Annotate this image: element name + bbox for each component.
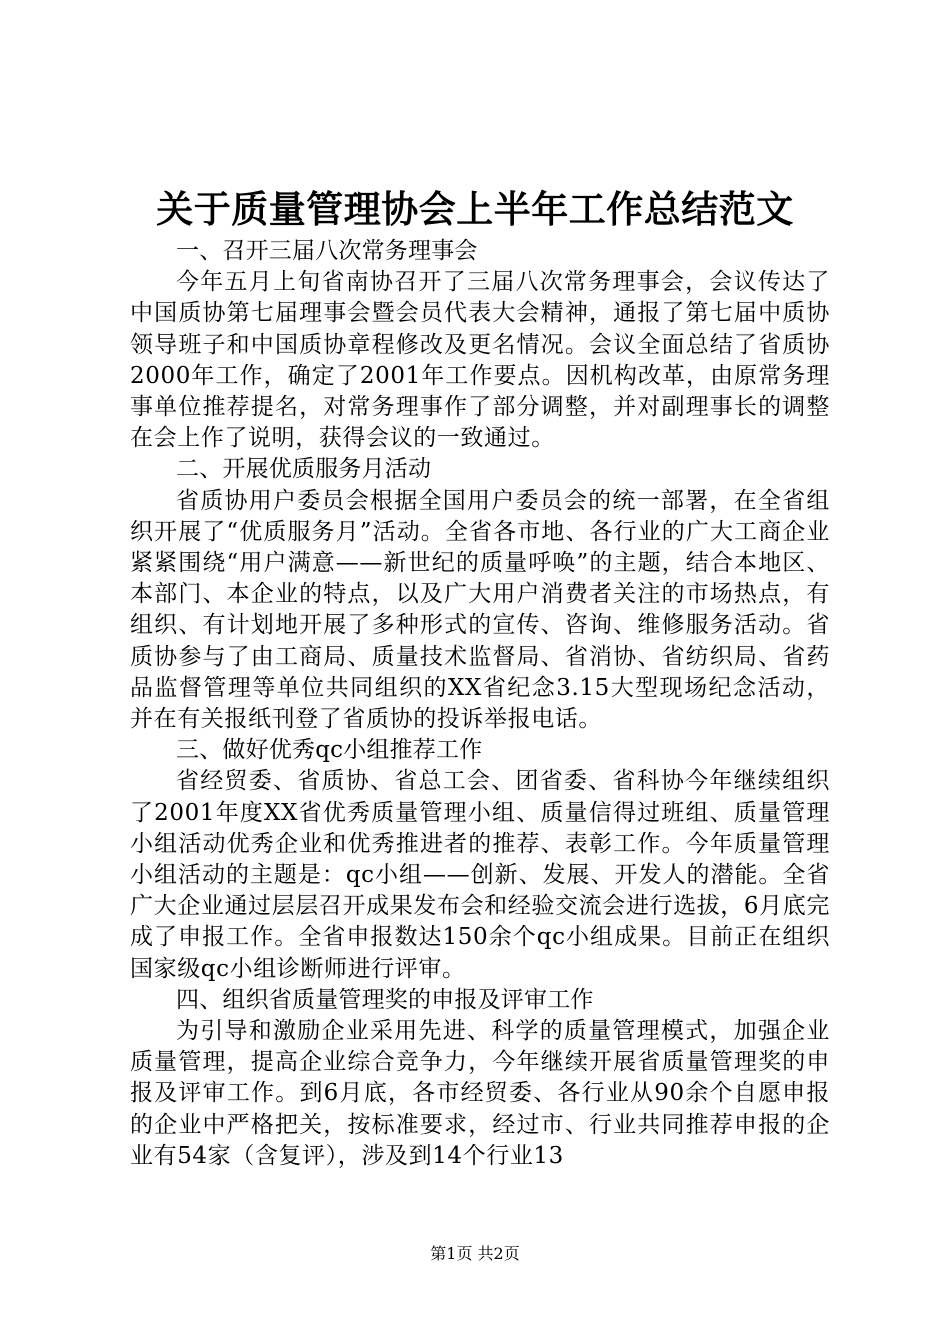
section-paragraph: 省质协用户委员会根据全国用户委员会的统一部署，在全省组织开展了“优质服务月”活动。全省各市地、各行业的广大工商企业紧紧围绕“用户满意——新世纪的质量呼唤”的主题，结合本地区、本部门、本企业的特点，以及广大用户消费者关注的市场热点，有组织、有计划地开展了多种形式的宣传、咨询、维修服务活动。省质协参与了由工商局、质量技术监督局、省消协、省纺织局、省药品监督管理等单位共同组织的XX省纪念3.15大型现场纪念活动，并在有关报纸刊登了省质协的投诉举报电话。 — [130, 487, 830, 733]
page-number: 第1页 共2页 — [430, 1244, 520, 1263]
document-body — [130, 236, 830, 1172]
document-title: 关于质量管理协会上半年工作总结范文 — [156, 187, 794, 231]
section-paragraph: 为引导和激励企业采用先进、科学的质量管理模式，加强企业质量管理，提高企业综合竞争力，今年继续开展省质量管理奖的申报及评审工作。到6月底，各市经贸委、各行业从90余个自愿申报的企业中严格把关，按标准要求，经过市、行业共同推荐申报的企业有54家（含复评），涉及到14个行业13 — [130, 1018, 830, 1169]
section-heading: 四、组织省质量管理奖的申报及评审工作 — [176, 986, 594, 1013]
section-paragraph: 省经贸委、省质协、省总工会、团省委、省科协今年继续组织了2001年度XX省优秀质量管理小组、质量信得过班组、质量管理小组活动优秀企业和优秀推进者的推荐、表彰工作。今年质量管理小组活动的主题是：qc小组——创新、发展、开发人的潜能。全省广大企业通过层层召开成果发布会和经验交流会进行选拔，6月底完成了申报工作。全省申报数达150余个qc小组成果。目前正在组织国家级qc小组诊断师进行评审。 — [130, 768, 830, 982]
section-heading: 二、开展优质服务月活动 — [176, 456, 432, 483]
section-heading: 三、做好优秀qc小组推荐工作 — [176, 737, 483, 764]
section-paragraph: 今年五月上旬省南协召开了三届八次常务理事会，会议传达了中国质协第七届理事会暨会员代表大会精神，通报了第七届中质协领导班子和中国质协章程修改及更名情况。会议全面总结了省质协2000年工作，确定了2001年工作要点。因机构改革，由原常务理事单位推荐提名，对常务理事作了部分调整，并对副理事长的调整在会上作了说明，获得会议的一致通过。 — [130, 269, 830, 452]
section-heading: 一、召开三届八次常务理事会 — [176, 238, 478, 264]
